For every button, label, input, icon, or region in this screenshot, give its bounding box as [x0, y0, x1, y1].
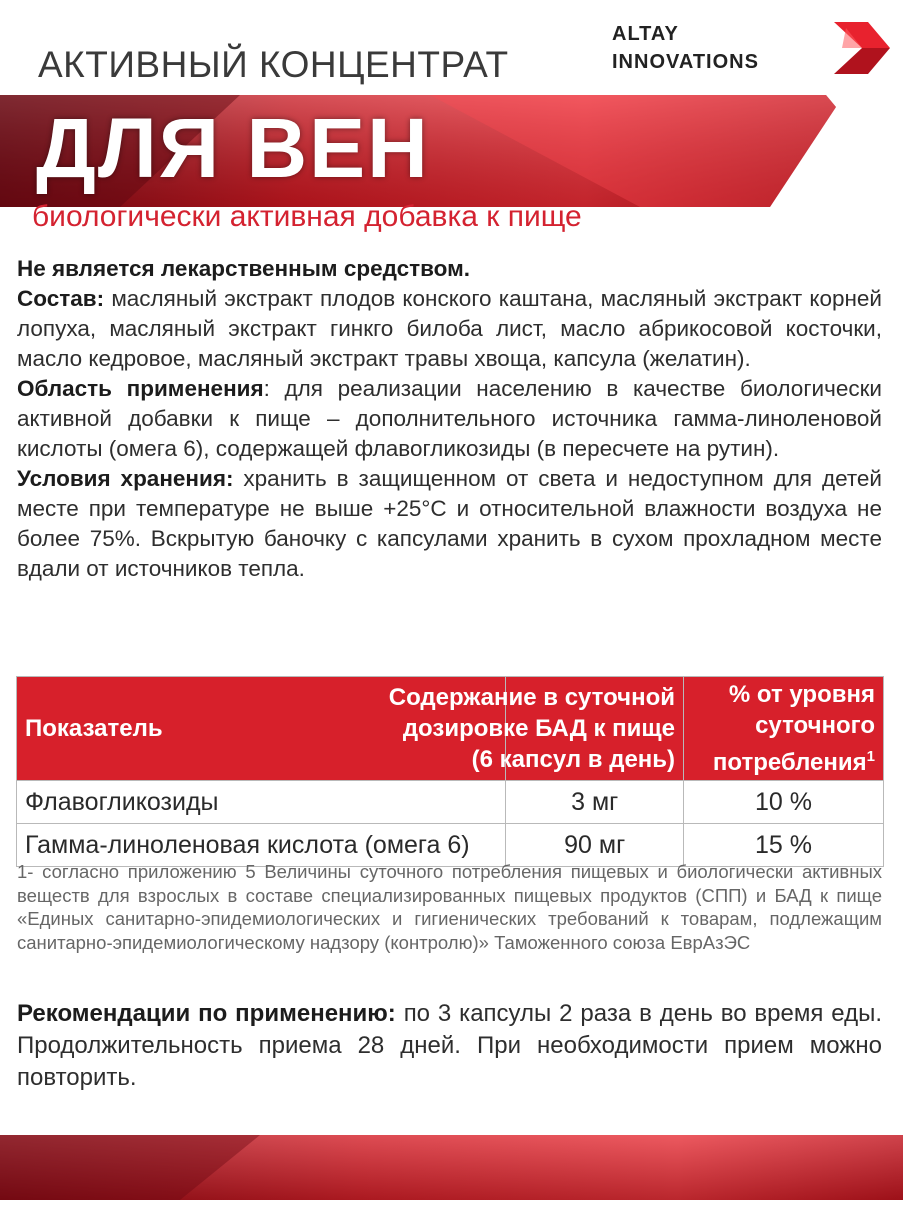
brand-name [612, 20, 759, 76]
application-paragraph [17, 374, 882, 464]
header-percent-line3-text: потребления [712, 749, 867, 776]
recommendations-text: по 3 капсулы 2 раза в день во время еды. Продолжительность приема 28 дней. При необходимости прием можно повторить. [17, 1000, 883, 1091]
row-amount: 90 мг [506, 824, 684, 867]
brand-name-line1: ALTAY [612, 23, 679, 45]
brand-name-line2: INNOVATIONS [612, 51, 759, 73]
row-percent: 15 % [684, 824, 884, 867]
header-content-line1: Содержание в суточной [388, 684, 676, 711]
bottom-decorative-band [0, 1135, 903, 1200]
application-text: : для реализации населению в качестве биологически активной добавки к пище – дополнительного источника гамма-линоленовой кислоты (омега 6), содержащей флавогликозиды (в пересчете на рутин). [17, 376, 882, 461]
row-percent: 10 % [684, 781, 884, 824]
page-title: ДЛЯ ВЕН [36, 101, 430, 195]
application-label: Область применения [17, 376, 264, 401]
header-percent-line1: % от уровня [728, 681, 875, 708]
header-content-line3: (6 капсул в день) [471, 746, 676, 773]
notice-paragraph [17, 254, 882, 284]
header-percent-line3 [692, 741, 875, 778]
nutrition-table [16, 676, 884, 867]
header-daily-percent [684, 677, 884, 781]
row-indicator-name: Флавогликозиды [17, 781, 506, 824]
composition-label: Состав: [17, 286, 105, 311]
notice-text: Не является лекарственным средством. [17, 256, 470, 281]
composition-text: масляный экстракт плодов конского каштана, масляный экстракт корней лопуха, масляный экстракт гинкго билоба лист, масло абрикосовой косточки, масло кедровое, масляный экстракт травы хвоща, капсула (желатин). [17, 286, 882, 371]
product-line-heading: АКТИВНЫЙ КОНЦЕНТРАТ [38, 44, 509, 85]
product-description [17, 254, 882, 584]
product-tagline: биологически активная добавка к пище [32, 200, 582, 233]
usage-recommendations [17, 998, 882, 1094]
header-percent-line2: суточного [755, 712, 875, 739]
storage-label: Условия хранения: [17, 466, 234, 491]
table-row [17, 781, 884, 824]
storage-paragraph [17, 464, 882, 584]
table-header-row [17, 677, 884, 781]
recommendations-label: Рекомендации по применению: [17, 1000, 396, 1027]
composition-paragraph [17, 284, 882, 374]
header-daily-content [388, 677, 684, 781]
footnote-marker: 1 [866, 748, 875, 765]
header-content-line2: дозировке БАД к пище [402, 715, 676, 742]
row-amount: 3 мг [506, 781, 684, 824]
red-arrow-chevron-icon [828, 20, 894, 76]
storage-text: хранить в защищенном от света и недоступном для детей месте при температуре не выше +25°С и относительной влажности воздуха не более 75%. Вскрытую баночку с капсулами хранить в сухом прохладном месте вдали от источников тепла. [17, 466, 882, 581]
header-indicator: Показатель [17, 677, 506, 781]
brand-logo [612, 20, 892, 80]
bottom-band-graphic [0, 1135, 903, 1200]
table-footnote: 1- согласно приложению 5 Величины суточного потребления пищевых и биологически активных веществ для взрослых в составе специализированных пищевых продуктов (СПП) и БАД к пище «Единых санитарно-эпидемиологических и гигиенических требований к товарам, подлежащим санитарно-эпидемиологическому надзору (контролю)» Таможенного союза ЕврАзЭС [17, 861, 882, 953]
row-indicator-name: Гамма-линоленовая кислота (омега 6) [17, 824, 506, 867]
